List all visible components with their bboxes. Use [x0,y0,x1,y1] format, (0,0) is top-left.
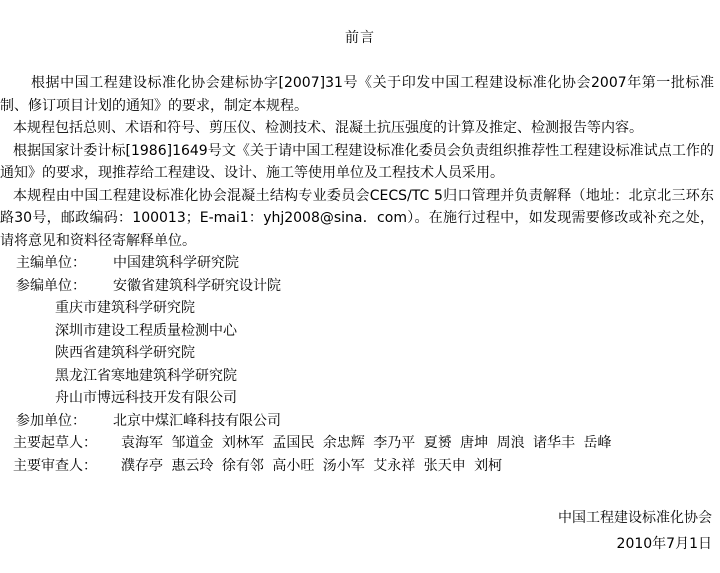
participant-label: 参加单位： [16,412,86,429]
footer-date: 2010年7月1日 [616,536,712,552]
participant-row [0,410,714,433]
reviewers-row [0,455,714,478]
drafters-row [0,432,714,455]
co-editor-unit: 深圳市建设工程质量检测中心 [55,322,237,339]
co-editor-first-unit: 安徽省建筑科学研究设计院 [113,277,281,294]
co-editor-row [0,275,714,298]
co-editor-label: 参编单位： [16,277,86,294]
document-body [0,72,714,477]
paragraph-management-contact: 本规程由中国工程建设标准化协会混凝土结构专业委员会CECS/TC 5归口管理并负责解释（地址：北京北三环东路30号，邮政编码：100013；E-mai1：yhj2008@sina．com）。在施行过程中，如发现需要修改或补充之处，请将意见和资料径寄解释单位。 [0,187,714,249]
drafters-names: 袁海军 邹道金 刘林军 孟国民 余忠辉 李乃平 夏赟 唐坤 周浪 诸华丰 岳峰 [121,435,612,451]
co-editor-unit: 舟山市博远科技开发有限公司 [55,390,237,406]
participant-value: 北京中煤汇峰科技有限公司 [113,412,281,429]
co-editor-unit: 重庆市建筑科学研究院 [55,300,195,316]
chief-editor-row [0,252,714,275]
paragraph-recommendation: 根据国家计委计标[1986]1649号文《关于请中国工程建设标准化委员会负责组织推荐性工程建设标准试点工作的通知》的要求，现推荐给工程建设、设计、施工等使用单位及工程技术人员采用。 [0,142,714,181]
co-editor-unit: 黑龙江省寒地建筑科学研究院 [55,367,237,384]
page-title: 前言 [345,30,375,46]
reviewers-names: 濮存亭 惠云玲 徐有邻 高小旺 汤小军 艾永祥 张天申 刘柯 [121,457,503,474]
co-editor-unit: 陕西省建筑科学研究院 [55,345,195,361]
chief-editor-label: 主编单位： [16,255,86,271]
paragraph-basis: 根据中国工程建设标准化协会建标协字[2007]31号《关于印发中国工程建设标准化协会2007年第一批标准制、修订项目计划的通知》的要求，制定本规程。 [0,75,714,114]
paragraph-scope: 本规程包括总则、术语和符号、剪压仪、检测技术、混凝土抗压强度的计算及推定、检测报告等内容。 [13,120,643,136]
chief-editor-value: 中国建筑科学研究院 [113,255,239,271]
reviewers-label: 主要审查人： [13,457,97,474]
drafters-label: 主要起草人： [13,435,97,451]
document-footer [0,505,720,557]
footer-organization: 中国工程建设标准化协会 [558,510,712,526]
